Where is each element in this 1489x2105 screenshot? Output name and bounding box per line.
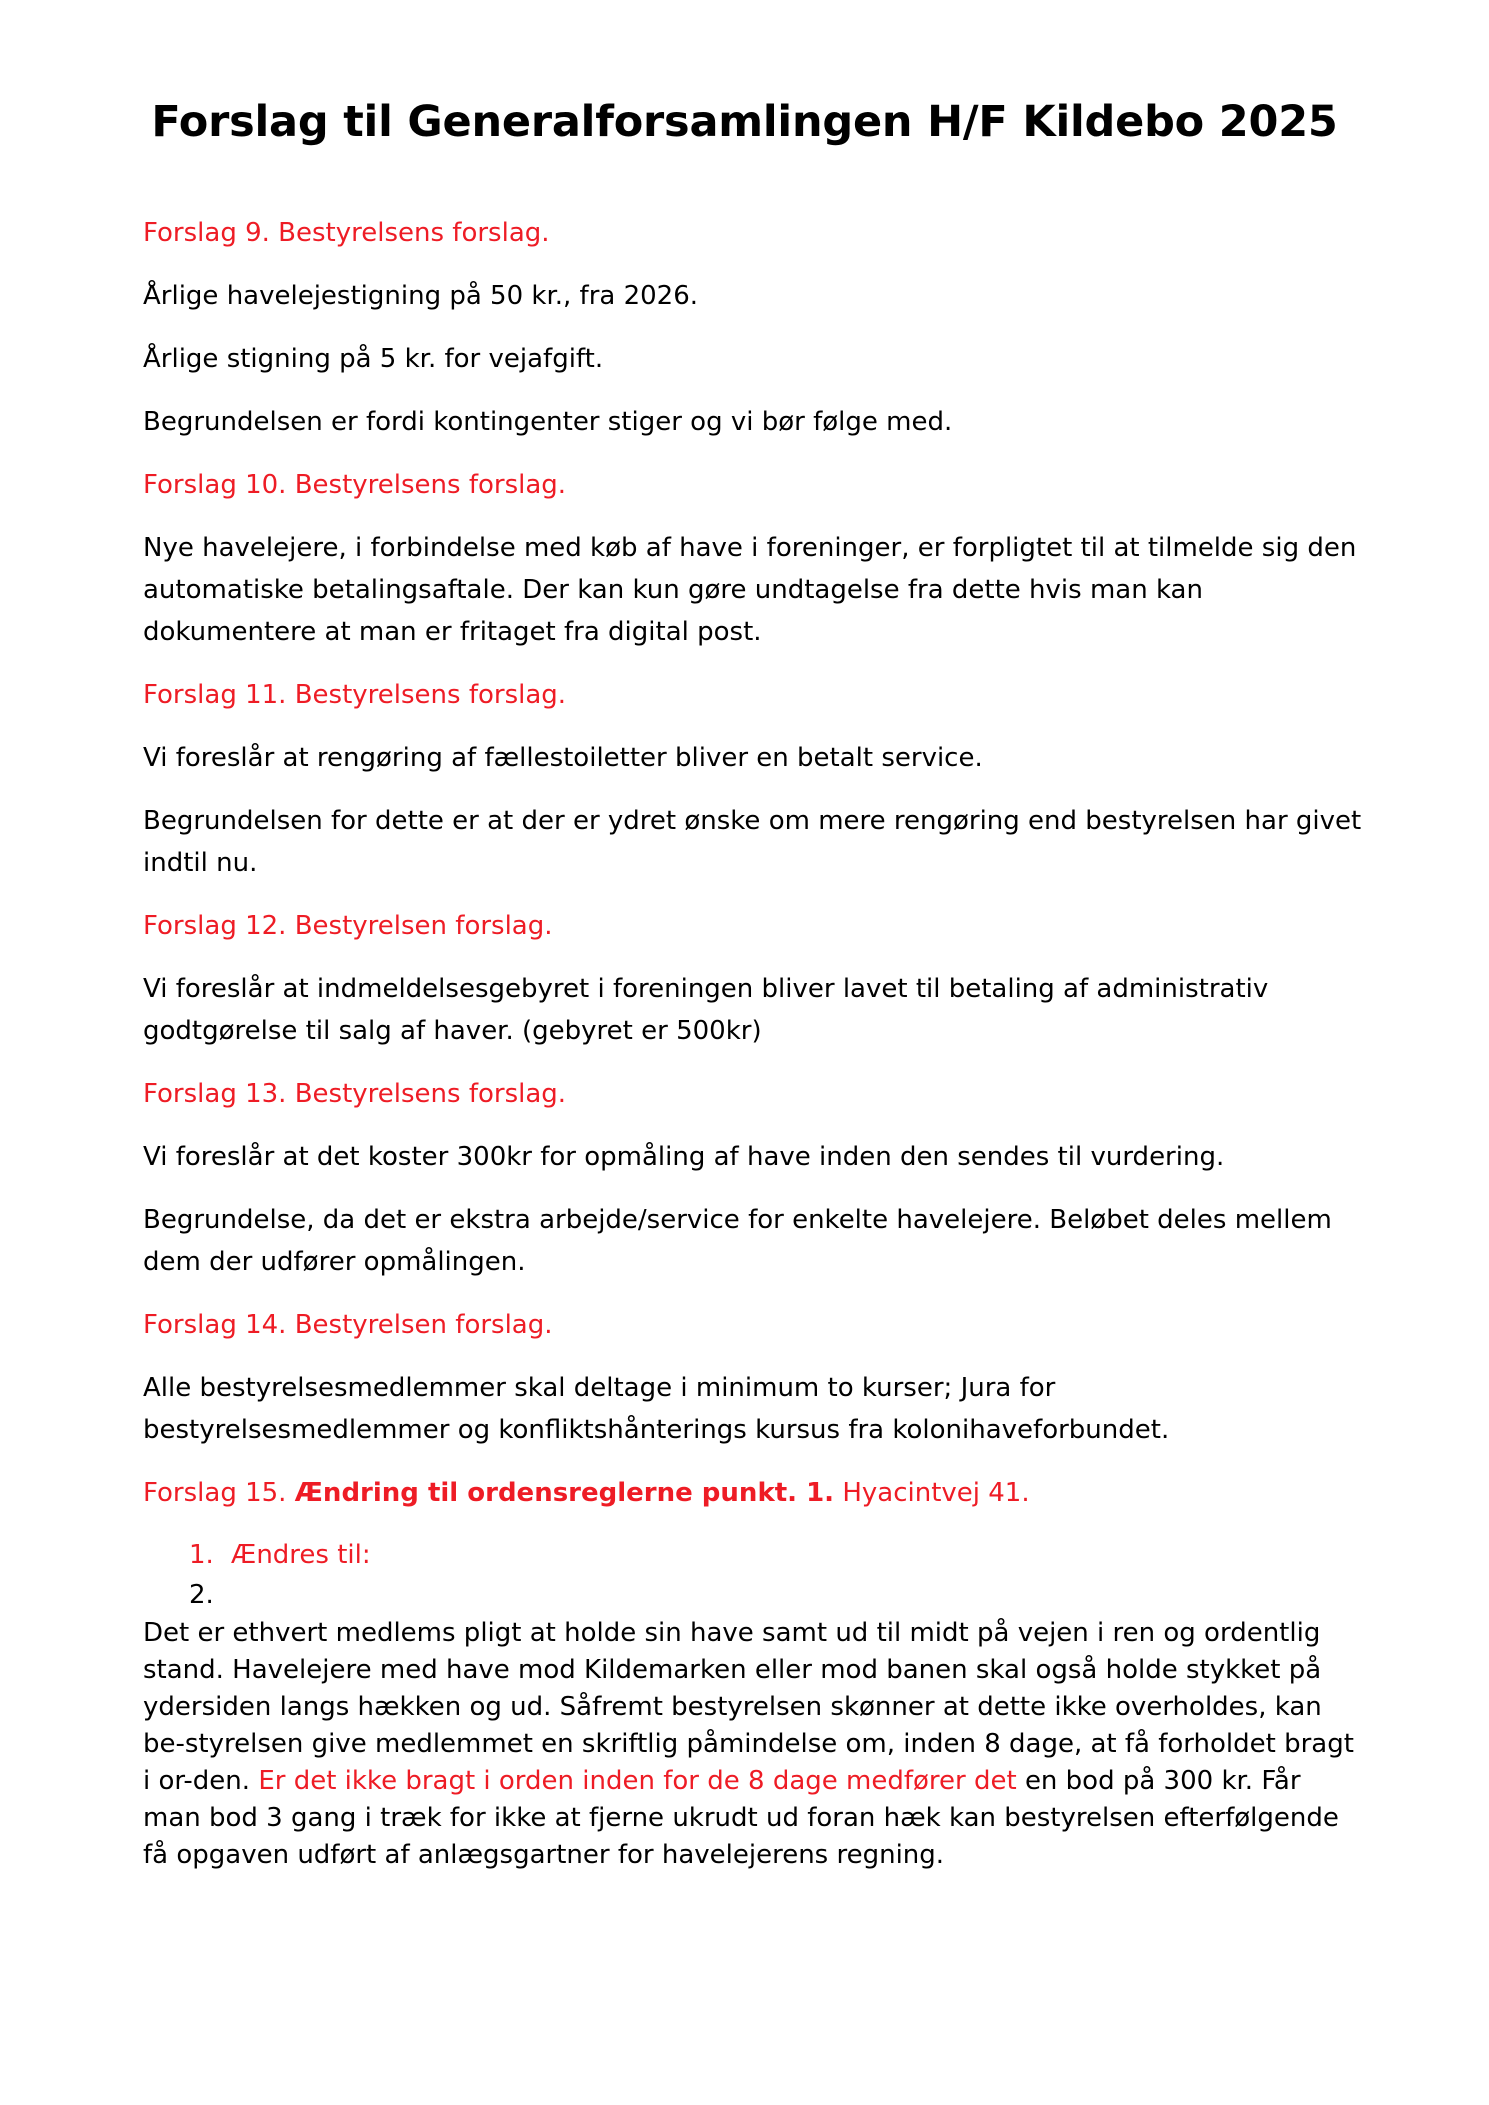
proposal-10-text: Nye havelejere, i forbindelse med køb af have i foreninger, er forpligtet til at tilmelde sig den automatiske betalingsaftale. Der kan kun gøre undtagelse fra dette hvis man kan dokumentere at man er fritaget fra digital post. (143, 533, 1357, 647)
list-item (143, 1535, 1363, 1575)
list-item-number: 2. (189, 1580, 214, 1610)
proposal-15-heading (143, 1472, 1363, 1514)
proposal-9-line-1: Årlige havelejestigning på 50 kr., fra 2026. (143, 281, 699, 311)
proposal-15-rule-text (143, 1615, 1363, 1874)
list-item (143, 1575, 1363, 1615)
proposal-15-heading-suffix: Hyacintvej 41. (842, 1478, 1030, 1508)
document-body (143, 212, 1363, 1895)
proposal-14-heading: Forslag 14. Bestyrelsen forslag. (143, 1310, 553, 1340)
proposal-11-heading: Forslag 11. Bestyrelsens forslag. (143, 680, 567, 710)
proposal-11-text: Vi foreslår at rengøring af fællestoiletter bliver en betalt service. (143, 743, 983, 773)
proposal-10-heading: Forslag 10. Bestyrelsens forslag. (143, 470, 567, 500)
proposal-12-heading: Forslag 12. Bestyrelsen forslag. (143, 911, 553, 941)
proposal-15-heading-prefix: Forslag 15. (143, 1478, 287, 1508)
proposal-15-heading-bold: Ændring til ordensreglerne punkt. 1. (294, 1478, 835, 1508)
proposal-9-line-2: Årlige stigning på 5 kr. for vejafgift. (143, 344, 604, 374)
document-title: Forslag til Generalforsamlingen H/F Kildebo 2025 (151, 97, 1338, 147)
proposal-13-heading: Forslag 13. Bestyrelsens forslag. (143, 1079, 567, 1109)
rule-text-highlight: Er det ikke bragt i orden inden for de 8 dage medfører det (258, 1766, 1017, 1796)
proposal-11-reason: Begrundelsen for dette er at der er ydret ønske om mere rengøring end bestyrelsen har givet indtil nu. (143, 806, 1362, 878)
list-item-text: Ændres til: (231, 1540, 371, 1570)
proposal-13-text: Vi foreslår at det koster 300kr for opmåling af have inden den sendes til vurdering. (143, 1142, 1225, 1172)
proposal-9-heading: Forslag 9. Bestyrelsens forslag. (143, 218, 550, 248)
proposal-9-reason: Begrundelsen er fordi kontingenter stiger og vi bør følge med. (143, 407, 953, 437)
list-item-number: 1. (189, 1540, 214, 1570)
rule-text-part-1: Det er ethvert medlems pligt at holde sin have samt ud til midt på vejen i ren og ordentlig stand. Havelejere med have mod Kildemarken eller mod banen skal også holde stykket på ydersiden langs hækken og ud. Såfremt bestyrelsen skønner at dette ikke overholdes, kan be-styrelsen give medlemmet en skriftlig påmindelse om, inden 8 dage, at få forholdet bragt i or-den. (143, 1618, 1354, 1796)
rule-text-part-2: en bod på 300 kr. Får man bod 3 gang i træk for ikke at fjerne ukrudt ud foran hæk kan bestyrelsen efterfølgende få opgaven udført af anlægsgartner for havelejerens regning. (143, 1766, 1339, 1870)
proposal-15-list (143, 1535, 1363, 1615)
proposal-12-text: Vi foreslår at indmeldelsesgebyret i foreningen bliver lavet til betaling af administrativ godtgørelse til salg af haver. (gebyret er 500kr) (143, 974, 1269, 1046)
proposal-13-reason: Begrundelse, da det er ekstra arbejde/service for enkelte havelejere. Beløbet deles mellem dem der udfører opmålingen. (143, 1205, 1332, 1277)
proposal-14-text: Alle bestyrelsesmedlemmer skal deltage i minimum to kurser; Jura for bestyrelsesmedlemmer og konfliktshånterings kursus fra kolonihaveforbundet. (143, 1373, 1170, 1445)
